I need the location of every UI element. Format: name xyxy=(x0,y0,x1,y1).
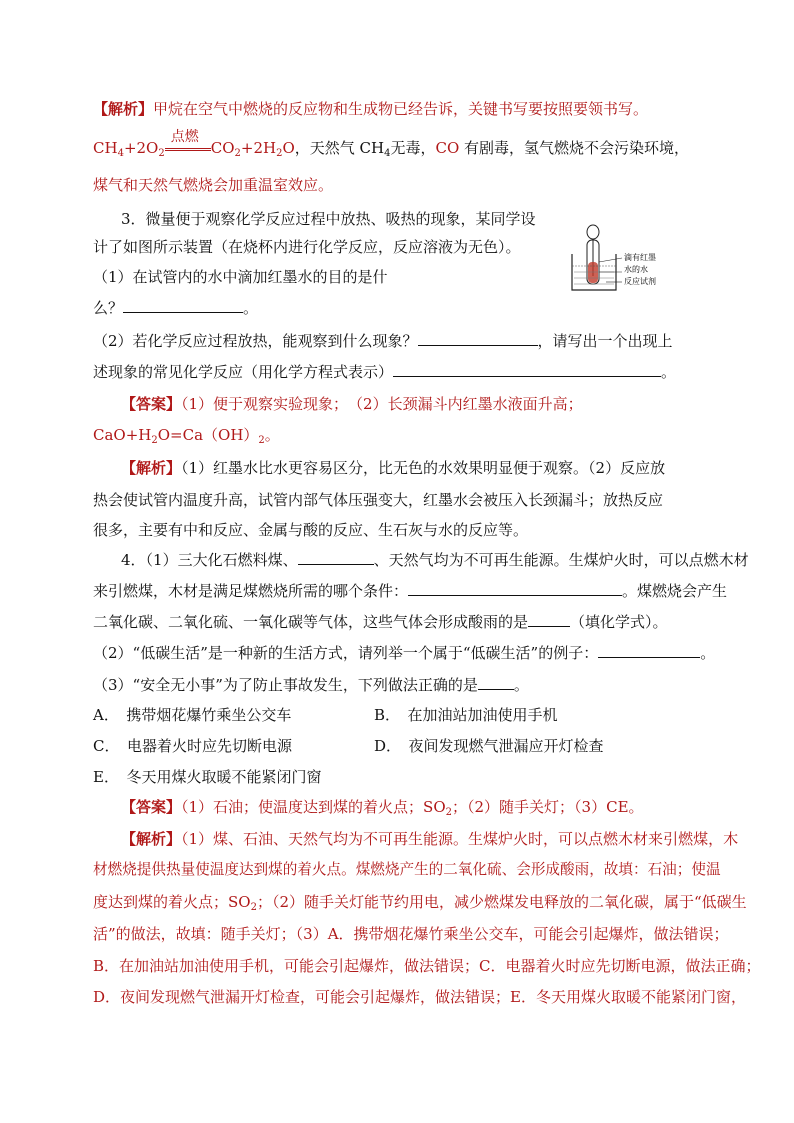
q4-blank-1[interactable] xyxy=(298,550,374,565)
analysis-text: 甲烷在空气中燃烧的反应物和生成物已经告诉，关键书写要按照要领书写。 xyxy=(153,100,649,118)
q4-option-a[interactable]: A． 携带烟花爆竹乘坐公交车 xyxy=(93,706,292,724)
q4-line-1 xyxy=(121,550,749,570)
reaction-arrow xyxy=(165,129,211,158)
q4-explain-line-5: B．在加油站加油使用手机，可能会引起爆炸，做法错误；C．电器着火时应先切断电源，做法正确； xyxy=(93,957,761,975)
figure-label-ink: 滴有红墨 xyxy=(624,253,656,262)
q3-line-6 xyxy=(93,362,676,382)
q4-line-4-b: 。 xyxy=(700,644,716,662)
q3-line-4-text: 么？ xyxy=(93,299,124,317)
analysis-line-2-c: 有剧毒，氢气燃烧不会污染环境， xyxy=(459,139,690,157)
q4-answer-tag: 【答案】 xyxy=(121,798,182,816)
q4-explain-3-a: 度达到煤的着火点；SO xyxy=(93,893,251,911)
figure-label-reagent: 反应试剂 xyxy=(624,277,656,286)
analysis-line-2-co: CO xyxy=(435,139,460,157)
q4-option-e[interactable]: E． 冬天用煤火取暖不能紧闭门窗 xyxy=(93,768,322,786)
q4-explain-1: （1）煤、石油、天然气均为不可再生能源。生煤炉火时，可以点燃木材来引燃煤，木 xyxy=(181,830,739,848)
q4-answer-line: 【答案】（1）石油；使温度达到煤的着火点；$SO_2$；（2）随手关灯；（3）CE。 xyxy=(121,798,644,818)
analysis-line-3: 煤气和天然气燃烧会加重温室效应。 xyxy=(93,176,334,194)
analysis-line-2-b: 无毒， xyxy=(390,139,436,157)
q4-line-3-a: 二氧化碳、二氧化硫、一氧化碳等气体，这些气体会形成酸雨的是 xyxy=(93,613,529,631)
equation-line: $CH_4+2O_2$ 点燃 $CO_2+2H_2O$，天然气 $CH_4$无毒，CO 有剧毒，氢气燃烧不会污染环境， xyxy=(93,129,690,159)
q4-option-b[interactable]: B． 在加油站加油使用手机 xyxy=(374,706,558,724)
q3-explain-1: （1）红墨水比水更容易区分，比无色的水效果明显便于观察。（2）反应放 xyxy=(181,459,666,477)
q4-explain-line-6: D．夜间发现燃气泄漏开灯检查，可能会引起爆炸，做法错误；E．冬天用煤火取暖不能紧闭门窗， xyxy=(93,988,746,1006)
q3-answer-blank-1[interactable] xyxy=(123,298,243,313)
q4-line-5-b: 。 xyxy=(513,676,529,694)
q3-answer-blank-2[interactable] xyxy=(418,331,538,346)
q3-line-5-end: ，请写出一个出现上 xyxy=(537,332,673,350)
q4-explain-line-4: 活”的做法，故填：随手关灯；（3）A．携带烟花爆竹乘坐公交车，可能会引起爆炸，做法错误； xyxy=(93,925,729,943)
q4-explain-line-3: 度达到煤的着火点；$SO_2$；（2）随手关灯能节约用电，减少燃煤发电释放的二氧化碳，属于“低碳生 xyxy=(93,893,747,913)
q4-line-3 xyxy=(93,612,668,632)
q3-line-1: 3．微量便于观察化学反应过程中放热、吸热的现象，某同学设 xyxy=(121,210,536,228)
q4-line-1-b: 、天然气均为不可再生能源。生煤炉火时，可以点燃木材 xyxy=(373,551,749,569)
q4-line-4-a: （2）“低碳生活”是一种新的生活方式，请列举一个属于“低碳生活”的例子： xyxy=(93,644,599,662)
q4-line-2 xyxy=(93,581,727,601)
q3-answer-blank-3[interactable] xyxy=(393,362,661,377)
q3-line-4-end: 。 xyxy=(243,299,259,317)
analysis-line-2-a: ，天然气 CH xyxy=(294,139,385,157)
q4-option-c[interactable]: C． 电器着火时应先切断电源 xyxy=(93,737,292,755)
q3-line-4 xyxy=(93,298,258,318)
apparatus-figure xyxy=(566,232,706,292)
q4-explain-3-b: ；（2）随手关灯能节约用电，减少燃煤发电释放的二氧化碳，属于“低碳生 xyxy=(256,893,747,911)
q3-explain-line-1 xyxy=(121,458,665,478)
explain-tag: 【解析】 xyxy=(121,459,182,477)
answer-tag: 【答案】 xyxy=(121,395,182,413)
q3-explain-line-3: 很多，主要有中和反应、金属与酸的反应、生石灰与水的反应等。 xyxy=(93,521,529,539)
q3-line-2: 计了如图所示装置（在烧杯内进行化学反应，反应溶液为无色）。 xyxy=(93,238,521,256)
q4-blank-2[interactable] xyxy=(408,581,622,596)
q4-line-5-a: （3）“安全无小事”为了防止事故发生，下列做法正确的是 xyxy=(93,676,478,694)
analysis-tag: 【解析】 xyxy=(93,100,154,118)
q3-line-5-text: （2）若化学反应过程放热，能观察到什么现象？ xyxy=(93,332,418,350)
q3-answer-text: （1）便于观察实验现象； （2）长颈漏斗内红墨水液面升高； xyxy=(181,395,583,413)
q4-blank-3[interactable] xyxy=(528,612,570,627)
q4-option-d[interactable]: D． 夜间发现燃气泄漏应开灯检查 xyxy=(374,737,604,755)
q4-answer-a: （1）石油；使温度达到煤的着火点；SO xyxy=(181,798,446,816)
q4-blank-5[interactable] xyxy=(478,675,514,690)
q4-line-2-b: 。煤燃烧会产生 xyxy=(622,582,728,600)
q4-explain-line-2: 材燃烧提供热量使温度达到煤的着火点。煤燃烧产生的二氧化硫、会形成酸雨，故填：石油；使温 xyxy=(93,861,721,878)
analysis-line-1 xyxy=(93,99,648,119)
q4-line-1-a: 4．（1）三大化石燃料煤、 xyxy=(121,551,298,569)
q3-explain-line-2: 热会使试管内温度升高，试管内部气体压强变大，红墨水会被压入长颈漏斗；放热反应 xyxy=(93,491,664,509)
q3-line-6-text: 述现象的常见化学反应（用化学方程式表示） xyxy=(93,363,394,381)
q4-line-4 xyxy=(93,643,715,663)
q4-line-2-a: 来引燃煤，木材是满足煤燃烧所需的哪个条件： xyxy=(93,582,409,600)
q3-line-5 xyxy=(93,331,673,351)
q3-answer-equation: $CaO+H_2O=Ca(OH)_2$。 xyxy=(93,426,280,446)
q3-line-3: （1）在试管内的水中滴加红墨水的目的是什 xyxy=(93,268,388,286)
q3-answer-eq-end: 。 xyxy=(264,426,280,444)
reaction-condition: 点燃 xyxy=(170,129,199,145)
q4-blank-4[interactable] xyxy=(598,643,700,658)
q3-line-6-end: 。 xyxy=(661,363,677,381)
q3-answer-line xyxy=(121,394,583,414)
q4-explain-line-1 xyxy=(121,829,738,849)
q4-explain-tag: 【解析】 xyxy=(121,830,182,848)
figure-label-water: 水的水 xyxy=(624,265,648,274)
q4-line-3-b: （填化学式）。 xyxy=(570,613,668,631)
q4-answer-b: ；（2）随手关灯；（3）CE。 xyxy=(452,798,644,816)
q4-line-5 xyxy=(93,675,529,695)
